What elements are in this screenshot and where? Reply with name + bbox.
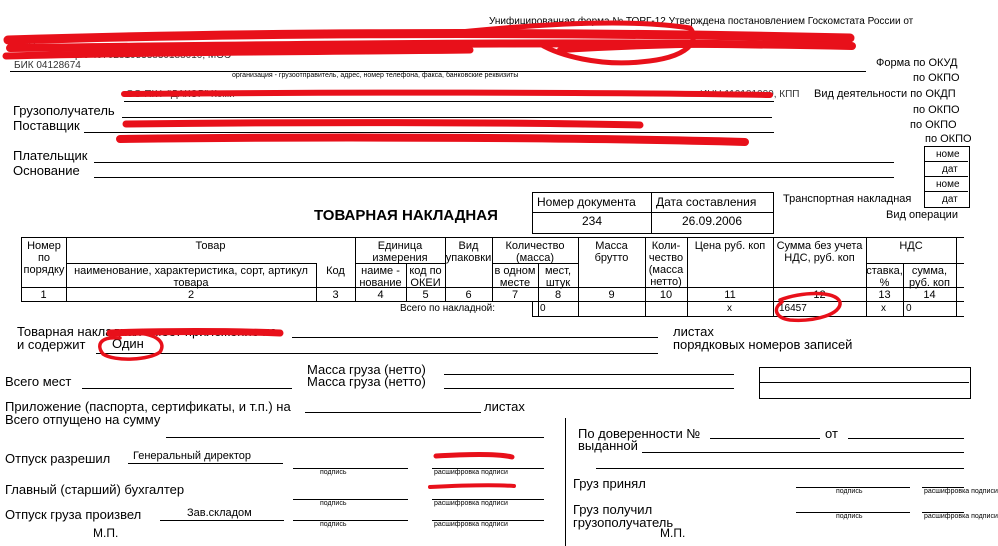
col-number: 9 <box>608 289 615 301</box>
consignee-line <box>122 117 772 118</box>
th-price: Цена руб. коп <box>694 240 766 252</box>
th-goods: Товар <box>195 240 226 252</box>
doc-box-divider <box>532 212 773 213</box>
th-net: Коли- чество (масса нетто) <box>648 240 684 288</box>
th-vat: НДС <box>899 240 923 252</box>
th-vat-rate: ставка, % <box>866 265 903 289</box>
col-number: 2 <box>187 289 195 301</box>
supplier-label: Поставщик <box>13 118 80 133</box>
proxy-label: По доверенности № <box>578 426 701 441</box>
decode-caption: расшифровка подписи <box>924 488 998 495</box>
signature-caption: подпись <box>320 469 347 476</box>
th-gross: Масса брутто <box>594 240 629 264</box>
released-sum-label: Всего отпущено на сумму <box>5 412 161 427</box>
attachment-label: Товарная накладная имеет приложение на <box>17 324 277 339</box>
total-places-label: Всего мест <box>5 374 72 389</box>
contains-line <box>96 353 658 354</box>
bottom-divider <box>565 418 566 546</box>
total-places-line <box>82 388 292 389</box>
total-vat-x: x <box>881 303 886 314</box>
netto-line-1 <box>444 374 734 375</box>
col-number: 13 <box>878 289 891 301</box>
decode-caption: расшифровка подписи <box>434 521 508 528</box>
chief-accountant-label: Главный (старший) бухгалтер <box>5 482 185 497</box>
operation-label: Вид операции <box>886 209 958 221</box>
cargo-received-label-2: грузополучатель <box>573 515 674 530</box>
total-price-x: x <box>727 303 732 314</box>
doc-date-value: 26.09.2006 <box>681 214 743 228</box>
okpo-label-3: по ОКПО <box>910 119 957 131</box>
director-position: Генеральный директор <box>133 450 251 462</box>
signature-line <box>293 468 408 469</box>
th-unit-code: код по ОКЕИ <box>409 265 442 289</box>
doc-number-label: Номер документа <box>537 195 636 209</box>
kpp-label: ИНН 110181000, КПП <box>700 89 800 100</box>
col-line <box>532 301 533 316</box>
signature-caption: подпись <box>320 500 347 507</box>
th-sum: Сумма без учета НДС, руб. коп <box>776 240 863 264</box>
codes-box-line <box>924 161 968 162</box>
col-number: 6 <box>465 289 472 301</box>
th-quantity: Количество (масса) <box>505 240 565 264</box>
col-number: 4 <box>377 289 384 301</box>
col-number: 3 <box>332 289 339 301</box>
position-line <box>128 463 283 464</box>
signature-line <box>293 499 408 500</box>
box-number-label: номе <box>936 179 960 190</box>
stamp-place-left: М.П. <box>93 526 119 540</box>
signature-caption: подпись <box>836 488 863 495</box>
th-qty-per-place: в одном месте <box>494 265 536 289</box>
issued-label: выданной <box>578 438 638 453</box>
bik-fragment: БИК 04128674 <box>14 60 81 71</box>
cargo-accepted-label: Груз принял <box>573 476 646 491</box>
warehouse-position: Зав.складом <box>187 507 252 519</box>
box-number-label: номе <box>936 149 960 160</box>
box-date-label: дат <box>942 194 958 205</box>
okud-label: Форма по ОКУД <box>876 57 958 69</box>
document-title: ТОВАРНАЯ НАКЛАДНАЯ <box>314 207 498 224</box>
th-goods-name: наименование, характеристика, сорт, артикул товара <box>74 265 308 289</box>
subheader-line <box>66 263 316 264</box>
proxy-from-label: от <box>825 426 838 441</box>
th-unit-name: наиме - нование <box>359 265 402 289</box>
contains-value: Один <box>112 336 144 351</box>
col-number: 8 <box>554 289 562 301</box>
basis-label: Основание <box>13 163 80 178</box>
cargo-received-label: Груз получил <box>573 502 653 517</box>
codes-box-line <box>924 191 968 192</box>
th-package: Вид упаковки <box>445 240 492 264</box>
activity-label: Вид деятельности по ОКДП <box>814 88 956 100</box>
release-done-label: Отпуск груза произвел <box>5 507 142 522</box>
th-code: Код <box>326 265 345 277</box>
issued-line-2 <box>596 468 964 469</box>
contains-label: и содержит <box>17 337 86 352</box>
netto-box-line <box>759 382 969 383</box>
supplier-line <box>84 132 774 133</box>
th-unit: Единица измерения <box>372 240 428 264</box>
total-quantity: 0 <box>540 303 546 314</box>
th-number: Номер по порядку <box>23 240 65 276</box>
payer-line <box>94 162 894 163</box>
col-number: 11 <box>724 289 736 301</box>
signature-caption: подпись <box>320 521 347 528</box>
appendix-line <box>305 412 481 413</box>
records-label: порядковых номеров записей <box>673 337 853 352</box>
inn-fragment: ИНН <box>14 42 36 53</box>
okpo-label-1: по ОКПО <box>913 72 960 84</box>
consignee-label: Грузополучатель <box>13 103 115 118</box>
released-sum-line <box>166 437 544 438</box>
netto-label-1: Масса груза (нетто) <box>307 362 426 377</box>
attachment-line <box>292 337 658 338</box>
subheader-line <box>866 263 964 264</box>
box-date-label: дат <box>942 164 958 175</box>
netto-line-2 <box>444 388 734 389</box>
doc-number-value: 234 <box>581 214 603 228</box>
th-places: мест, штук <box>544 265 572 289</box>
col-number: 10 <box>659 289 673 301</box>
doc-date-label: Дата составления <box>656 195 757 209</box>
issued-line <box>642 452 964 453</box>
decode-caption: расшифровка подписи <box>434 500 508 507</box>
unified-form-caption: Унифицированная форма № ТОРГ-12 Утверждена постановлением Госкомстата России от <box>489 16 914 27</box>
codes-box-line <box>924 176 968 177</box>
transport-label: Транспортная накладная <box>783 193 912 205</box>
signature-line <box>293 520 408 521</box>
netto-box <box>759 367 971 399</box>
total-sum: 16457 <box>779 303 807 314</box>
col-number: 14 <box>923 289 936 301</box>
release-allowed-label: Отпуск разрешил <box>5 451 111 466</box>
stamp-place-right: М.П. <box>660 526 686 540</box>
total-vat: 0 <box>906 303 912 314</box>
position-line <box>160 520 284 521</box>
sheets-label: листах <box>673 324 714 339</box>
total-label: Всего по накладной: <box>400 303 496 314</box>
col-number: 12 <box>813 289 826 301</box>
th-vat-sum: сумма, руб. коп <box>908 265 951 289</box>
org-caption: организация - грузоотправитель, адрес, номер телефона, факса, банковские реквизиты <box>232 72 519 79</box>
proxy-date-line <box>848 438 964 439</box>
proxy-number-line <box>710 438 820 439</box>
basis-line <box>94 177 894 178</box>
okpo-label-2: по ОКПО <box>913 104 960 116</box>
col-line <box>956 237 957 316</box>
netto-label-2: Масса груза (нетто) <box>307 374 426 389</box>
okpo-label-4: по ОКПО <box>925 133 972 145</box>
table-total-bottom <box>532 316 964 317</box>
appendix-sheets: листах <box>484 399 525 414</box>
signature-caption: подпись <box>836 513 863 520</box>
decode-caption: расшифровка подписи <box>924 513 998 520</box>
shipper-line <box>124 101 774 102</box>
shipper-fragment: ОО ПКФ "ДАКОР" Коми <box>126 89 235 100</box>
col-number: 7 <box>511 289 519 301</box>
appendix-label: Приложение (паспорта, сертификаты, и т.п.) на <box>5 399 291 414</box>
col-number: 1 <box>40 289 47 301</box>
payer-label: Плательщик <box>13 148 88 163</box>
col-number: 5 <box>422 289 429 301</box>
account-fragment: р/с 40702810533830188010, МОЭ <box>75 50 232 61</box>
decode-caption: расшифровка подписи <box>434 469 508 476</box>
table-numbers-bottom <box>21 301 964 302</box>
